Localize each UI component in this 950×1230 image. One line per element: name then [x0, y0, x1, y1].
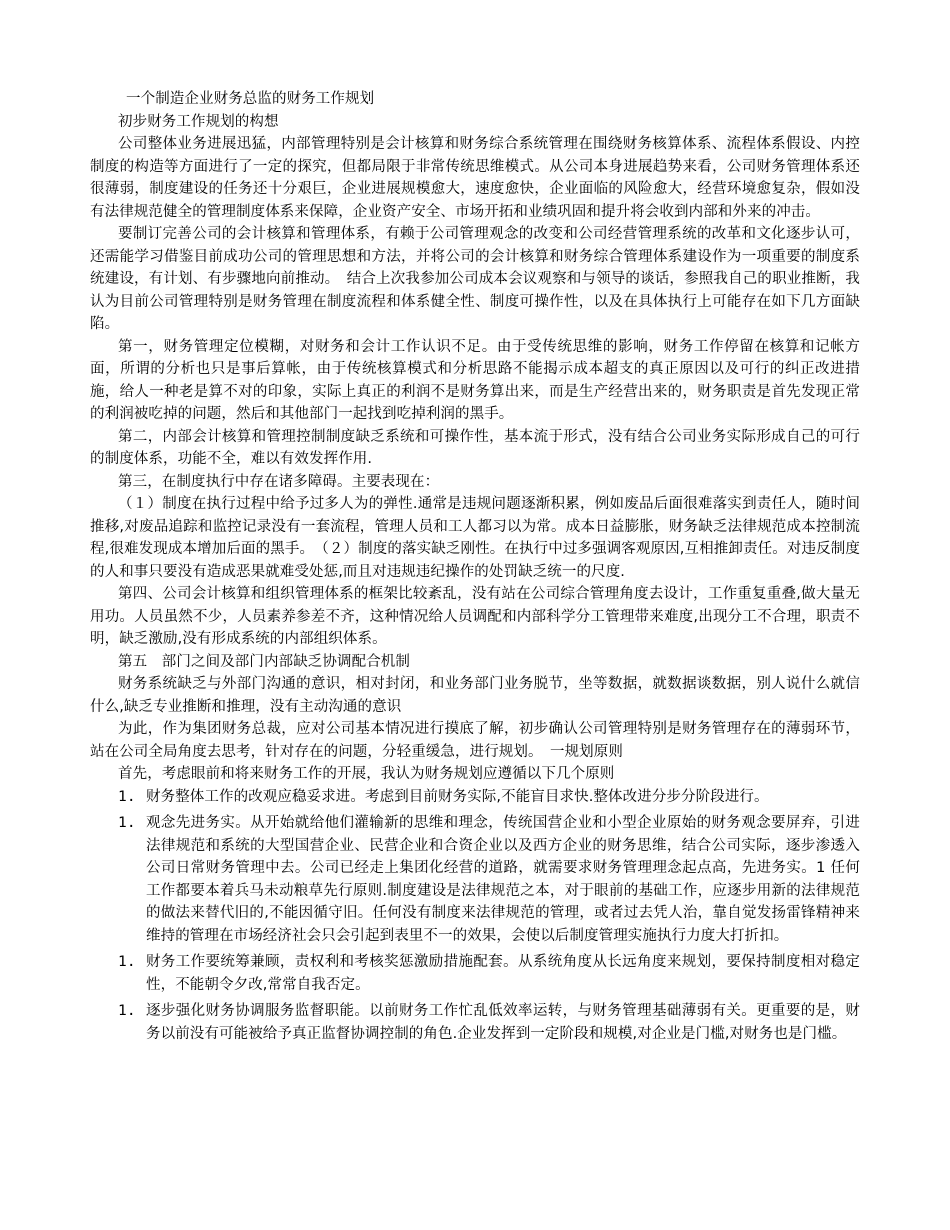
- paragraph-issue-3: 第三，在制度执行中存在诸多障碍。主要表现在：: [118, 473, 440, 490]
- list-item: [90, 786, 860, 809]
- paragraph-principles-intro: 首先，考虑眼前和将来财务工作的开展，我认为财务规划应遵循以下几个原则: [118, 766, 615, 782]
- paragraph-issue-3-details: （１）制度在执行过程中给予过多人为的弹性.通常是违规问题逐渐积累，例如废品后面很难落实到责任人，随时间推移,对废品追踪和监控记录没有一套流程，管理人员和工人都习以为常。成本日益膨胀，财务缺乏法律规范成本控制流程,很难发现成本增加后面的黑手。 （２）制度的落实缺乏刚性。在执行中过多强调客观原因,互相推卸责任。对违反制度的人和事只要没有造成恶果就难受处惩,而且对违规违纪操作的处罚缺乏统一的尺度.: [90, 496, 860, 580]
- principles-list: [90, 786, 860, 1046]
- list-item-text: 财务整体工作的改观应稳妥求进。考虑到目前财务实际,不能盲目求快.整体改进分步分阶段进行。: [146, 788, 769, 805]
- paragraph-overview: 公司整体业务进展迅猛，内部管理特别是会计核算和财务综合系统管理在围绕财务核算体系、流程体系假设、内控制度的构造等方面进行了一定的探究，但都局限于非常传统思维模式。从公司本身进展趋势来看，公司财务管理体系还很薄弱，制度建设的任务还十分艰巨，企业进展规模愈大，速度愈快，企业面临的风险愈大，经营环境愈复杂，假如没有法律规范健全的管理制度体系来保障，企业资产安全、市场开拓和业绩巩固和提升将会收到内部和外来的冲击。: [90, 136, 860, 220]
- paragraph-system-building: 要制订完善公司的会计核算和管理体系，有赖于公司管理观念的改变和公司经营管理系统的改革和文化逐步认可，还需能学习借鉴目前成功公司的管理思想和方法，并将公司的会计核算和财务综合管理体系建设作为一项重要的制度系统建设，有计划、有步骤地向前推动。 结合上次我参加公司成本会议观察和与领导的谈话，参照我自己的职业推断，我认为目前公司管理特别是财务管理在制度流程和体系健全性、制度可操作性，以及在具体执行上可能存在如下几方面缺陷。: [90, 226, 860, 332]
- list-item: [90, 812, 860, 947]
- list-item: [90, 1000, 860, 1045]
- list-item: [90, 951, 860, 996]
- paragraph-plan-intro: 为此，作为集团财务总裁，应对公司基本情况进行摸底了解，初步确认公司管理特别是财务管理存在的薄弱环节，站在公司全局角度去思考，针对存在的问题，分轻重缓急，进行规划。 一规划原则: [90, 721, 860, 760]
- list-item-text: 观念先进务实。从开始就给他们灌输新的思维和理念，传统国营企业和小型企业原始的财务观念要屏弃，引进法律规范和系统的大型国营企业、民营企业和合资企业以及西方企业的财务思维，结合公司实际，逐步渗透入公司日常财务管理中去。公司已经走上集团化经营的道路，就需要求财务管理理念起点高，先进务实。1 任何工作都要本着兵马未动粮草先行原则.制度建设是法律规范之本，对于眼前的基础工作，应逐步用新的法律规范的做法来替代旧的,不能因循守旧。任何没有制度来法律规范的管理，或者过去凭人治，靠自觉发扬雷锋精神来维持的管理在市场经济社会只会引起到表里不一的效果，会使以后制度管理实施执行力度大打折扣。: [146, 815, 860, 944]
- list-item-number: 1.: [118, 815, 136, 831]
- paragraph-issue-2: 第二，内部会计核算和管理控制制度缺乏系统和可操作性，基本流于形式，没有结合公司业务实际形成自己的可行的制度体系，功能不全，难以有效发挥作用.: [90, 428, 860, 467]
- section-heading: 初步财务工作规划的构想: [118, 113, 279, 130]
- paragraph-issue-5: 财务系统缺乏与外部门沟通的意识，相对封闭，和业务部门业务脱节，坐等数据，就数据谈数据，别人说什么就信什么,缺乏专业推断和推理，没有主动沟通的意识: [90, 676, 860, 715]
- paragraph-issue-4: 第四、公司会计核算和组织管理体系的框架比较紊乱，没有站在公司综合管理角度去设计，工作重复重叠,做大量无用功。人员虽然不少，人员素养参差不齐，这种情况给人员调配和内部科学分工管理带来难度,出现分工不合理，职责不明，缺乏激励,没有形成系统的内部组织体系。: [90, 586, 860, 647]
- list-item-text: 逐步强化财务协调服务监督职能。以前财务工作忙乱低效率运转，与财务管理基础薄弱有关。更重要的是，财务以前没有可能被给予真正监督协调控制的角色.企业发挥到一定阶段和规模,对企业是门槛,对财务也是门槛。: [146, 1003, 860, 1042]
- list-item-number: 1.: [118, 954, 136, 970]
- list-item-number: 1.: [118, 1003, 136, 1019]
- document-title: 一个制造企业财务总监的财务工作规划: [126, 91, 375, 107]
- document-body: [90, 88, 860, 1049]
- paragraph-issue-5-heading: 第五 部门之间及部门内部缺乏协调配合机制: [118, 653, 410, 670]
- paragraph-issue-1: 第一，财务管理定位模糊，对财务和会计工作认识不足。由于受传统思维的影响，财务工作停留在核算和记帐方面，所谓的分析也只是事后算帐，由于传统核算模式和分析思路不能揭示成本超支的真正原因以及可行的纠正改进措施，给人一种老是算不对的印象，实际上真正的利润不是财务算出来，而是生产经营出来的，财务职责是首先发现正常的利润被吃掉的问题，然后和其他部门一起找到吃掉利润的黑手。: [90, 338, 860, 422]
- list-item-number: 1.: [118, 788, 136, 805]
- list-item-text: 财务工作要统筹兼顾，责权利和考核奖惩激励措施配套。从系统角度从长远角度来规划，要保持制度相对稳定性，不能朝令夕改,常常自我否定。: [146, 954, 860, 993]
